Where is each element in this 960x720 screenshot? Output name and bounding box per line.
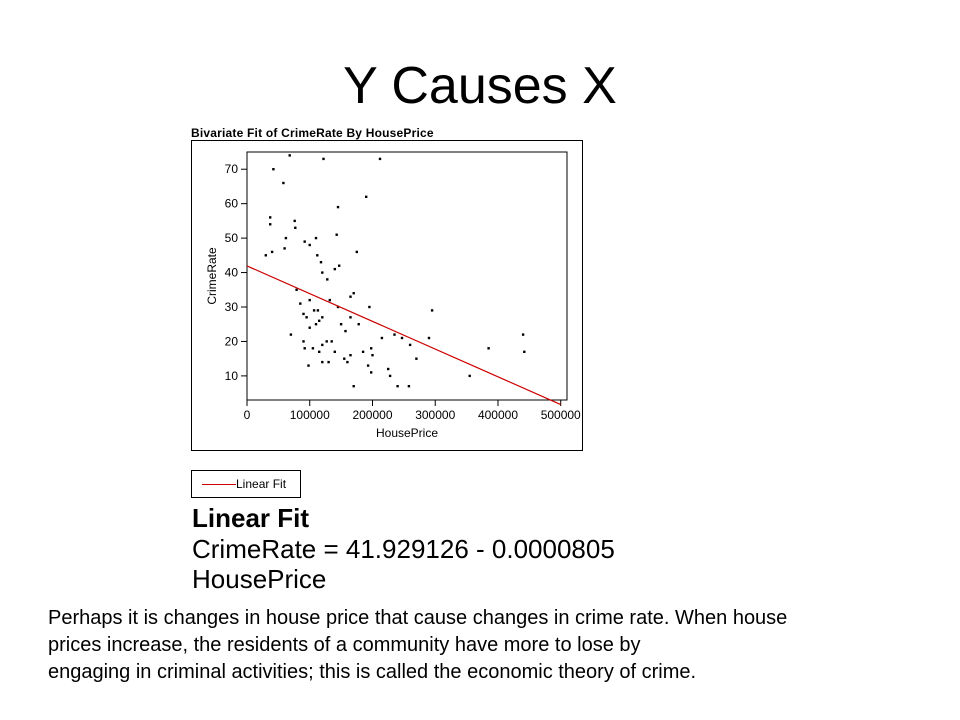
data-point xyxy=(487,347,489,349)
data-point xyxy=(523,351,525,353)
data-point xyxy=(307,364,309,366)
data-point xyxy=(283,247,285,249)
data-point xyxy=(317,309,319,311)
data-point xyxy=(522,333,524,335)
data-point xyxy=(290,333,292,335)
data-point xyxy=(368,306,370,308)
data-point xyxy=(343,358,345,360)
data-point xyxy=(362,351,364,353)
x-tick-label: 100000 xyxy=(289,408,330,422)
caption-line: Perhaps it is changes in house price that cause changes in crime rate. When house xyxy=(48,607,788,629)
caption-line: prices increase, the residents of a community have more to lose by xyxy=(48,634,641,656)
slide-title: Y Causes X xyxy=(343,57,617,115)
data-point xyxy=(334,351,336,353)
data-point xyxy=(305,316,307,318)
caption-line: engaging in criminal activities; this is called the economic theory of crime. xyxy=(48,661,697,683)
fit-equation-line2: HousePrice xyxy=(192,564,327,594)
data-point xyxy=(295,289,297,291)
data-point xyxy=(299,302,301,304)
data-point xyxy=(289,154,291,156)
data-point xyxy=(272,168,274,170)
data-point xyxy=(389,375,391,377)
x-tick-label: 300000 xyxy=(415,408,456,422)
data-point xyxy=(371,354,373,356)
data-point xyxy=(349,354,351,356)
data-point xyxy=(428,337,430,339)
chart-frame xyxy=(191,140,583,451)
data-point xyxy=(304,347,306,349)
data-point xyxy=(318,351,320,353)
data-point xyxy=(370,347,372,349)
data-point xyxy=(349,316,351,318)
data-point xyxy=(309,244,311,246)
data-point xyxy=(285,237,287,239)
data-point xyxy=(365,196,367,198)
data-point xyxy=(320,261,322,263)
data-point xyxy=(337,206,339,208)
data-point xyxy=(313,309,315,311)
data-point xyxy=(381,337,383,339)
data-point xyxy=(340,323,342,325)
data-point xyxy=(312,347,314,349)
data-point xyxy=(409,344,411,346)
data-point xyxy=(327,361,329,363)
data-point xyxy=(304,240,306,242)
data-point xyxy=(318,320,320,322)
data-point xyxy=(321,344,323,346)
data-point xyxy=(349,296,351,298)
data-point xyxy=(269,223,271,225)
data-point xyxy=(393,333,395,335)
data-point xyxy=(356,251,358,253)
data-point xyxy=(265,254,267,256)
y-tick-label: 50 xyxy=(224,231,238,246)
x-tick-label: 200000 xyxy=(352,408,393,422)
linear-fit-line xyxy=(247,266,561,405)
data-point xyxy=(408,385,410,387)
y-tick-label: 20 xyxy=(224,334,238,349)
x-tick-label: 500000 xyxy=(540,408,581,422)
data-point xyxy=(321,361,323,363)
data-point xyxy=(271,251,273,253)
data-point xyxy=(309,299,311,301)
plot-box xyxy=(247,152,567,400)
data-point xyxy=(326,340,328,342)
data-point xyxy=(316,254,318,256)
data-point xyxy=(415,358,417,360)
data-point xyxy=(269,216,271,218)
x-tick-label: 400000 xyxy=(477,408,519,422)
data-point xyxy=(315,323,317,325)
figure-title: Bivariate Fit of CrimeRate By HousePrice xyxy=(191,126,434,140)
data-point xyxy=(431,309,433,311)
data-point xyxy=(309,327,311,329)
data-point xyxy=(336,234,338,236)
data-point xyxy=(401,337,403,339)
x-axis-label: HousePrice xyxy=(375,426,439,440)
data-point xyxy=(353,292,355,294)
data-point xyxy=(469,375,471,377)
y-tick-label: 70 xyxy=(224,162,238,177)
y-axis-label: CrimeRate xyxy=(205,247,219,305)
data-point xyxy=(370,371,372,373)
y-tick-label: 10 xyxy=(224,368,238,383)
data-point xyxy=(326,278,328,280)
x-tick-label: 0 xyxy=(243,408,251,422)
caption xyxy=(48,605,948,686)
data-point xyxy=(302,340,304,342)
data-point xyxy=(322,158,324,160)
data-point xyxy=(358,323,360,325)
data-point xyxy=(321,316,323,318)
data-point xyxy=(302,313,304,315)
fit-heading: Linear Fit xyxy=(192,503,310,533)
data-point xyxy=(329,299,331,301)
y-tick-label: 40 xyxy=(224,265,238,280)
data-point xyxy=(367,364,369,366)
data-point xyxy=(331,340,333,342)
data-point xyxy=(344,330,346,332)
y-tick-label: 30 xyxy=(224,300,238,314)
data-point xyxy=(282,182,284,184)
data-point xyxy=(387,368,389,370)
data-point xyxy=(346,361,348,363)
data-point xyxy=(321,271,323,273)
data-point xyxy=(294,227,296,229)
data-point xyxy=(353,385,355,387)
data-point xyxy=(294,220,296,222)
fit-equation-line1: CrimeRate = 41.929126 - 0.0000805 xyxy=(192,534,615,564)
legend-label: Linear Fit xyxy=(236,477,287,491)
data-point xyxy=(338,265,340,267)
data-point xyxy=(379,158,381,160)
data-point xyxy=(334,268,336,270)
data-point xyxy=(396,385,398,387)
scatter-plot xyxy=(192,141,582,450)
data-point xyxy=(315,237,317,239)
legend xyxy=(191,470,301,498)
y-tick-label: 60 xyxy=(224,196,238,211)
legend-line-swatch xyxy=(202,484,236,485)
